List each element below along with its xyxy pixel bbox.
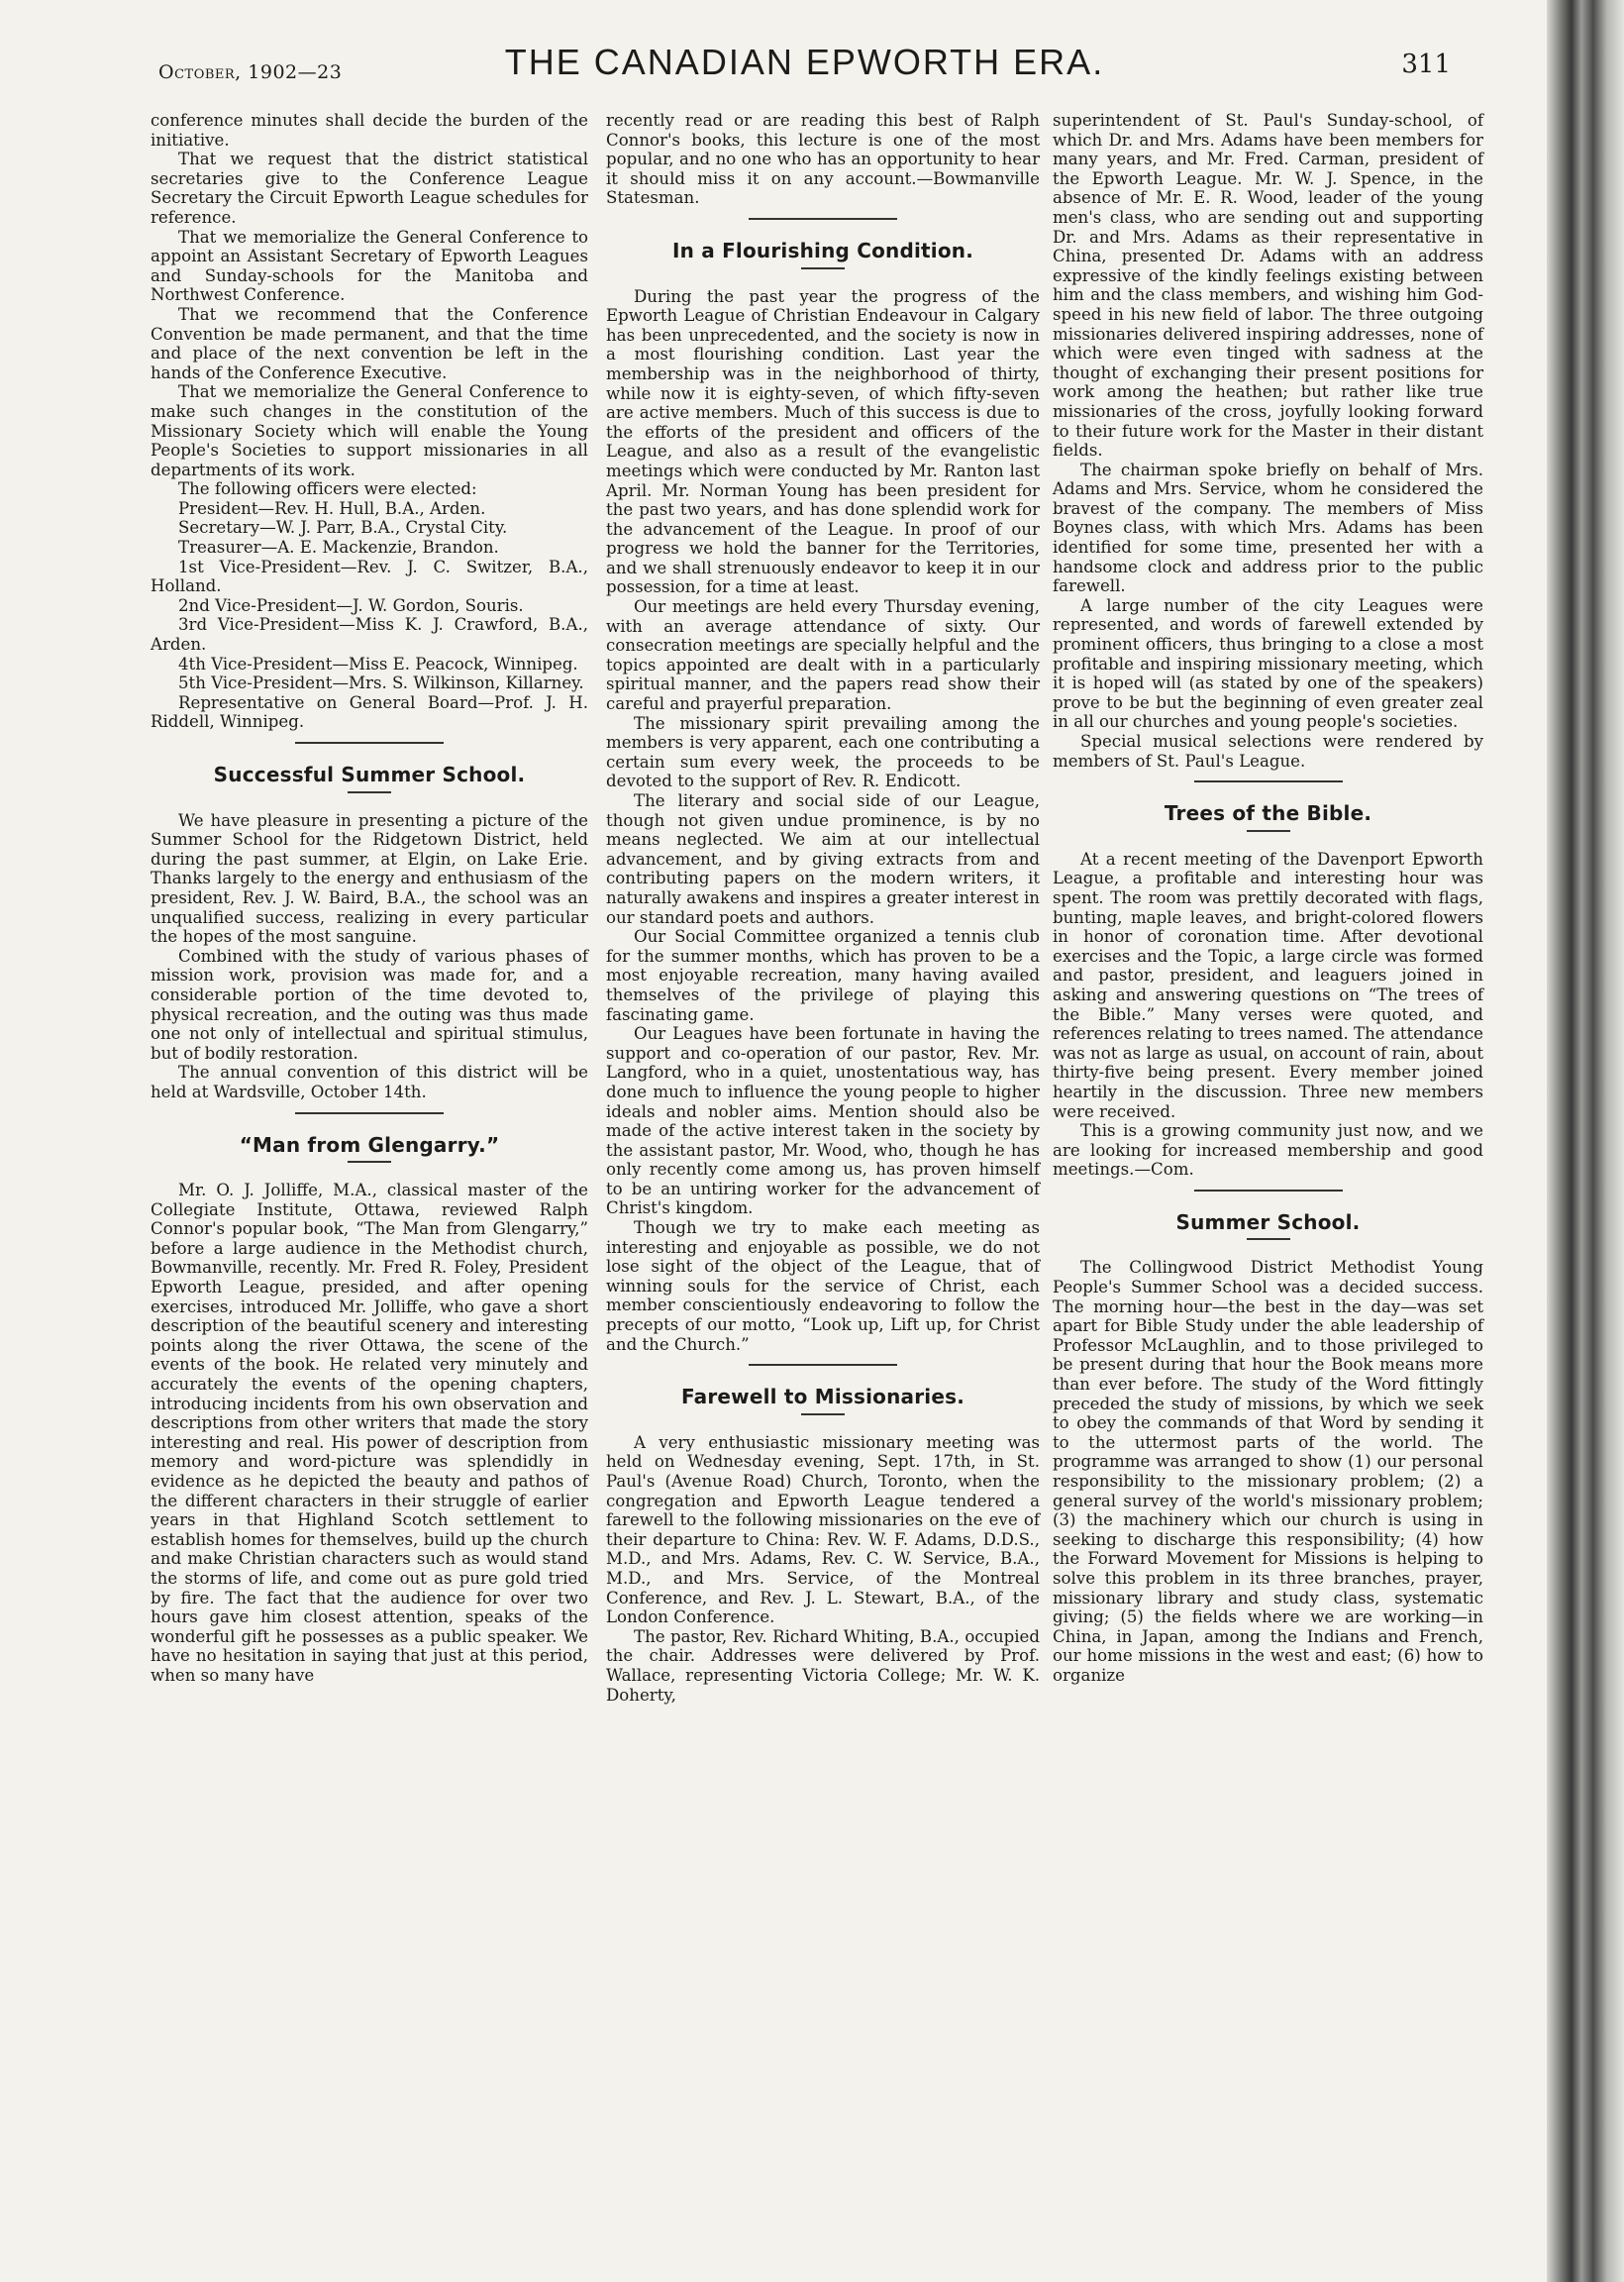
paragraph: During the past year the progress of the Epworth League of Christian Endeavour in Calgary has been unprecedented, and the society is now in a most flourishing condition. Last year the membership was in the neighborhood of thirty, while now it is eighty-seven, of which fifty-seven are active members. Much of this success is due to the efforts of the president and officers of the League, and also as a result of the evangelistic meetings which were conducted by Mr. Ranton last April. Mr. Norman Young has been president for the past two years, and has done splendid work for the advancement of the League. In proof of our progress we hold the banner for the Territories, and we shall strenuously endeavor to keep it in our possession, for a time at least. bbox=[606, 286, 1040, 597]
paragraph: A large number of the city Leagues were represented, and words of farewell extended by prominent officers, thus bringing to a close a most profitable and inspiring missionary meeting, which it is hoped will (as stated by one of the speakers) prove to be but the beginning of even greater zeal in all our churches and young people's societies. bbox=[1053, 595, 1483, 732]
officer-entry: 1st Vice-President—Rev. J. C. Switzer, B.A., Holland. bbox=[151, 557, 588, 596]
paragraph: At a recent meeting of the Davenport Epworth League, a profitable and interesting hour was spent. The room was prettily decorated with flags, bunting, maple leaves, and bright-colored flowers in honor of coronation time. After devotional exercises and the Topic, a large circle was formed and pastor, president, and leaguers joined in asking and answering questions on “The trees of the Bible.” Many verses were quoted, and references relating to trees named. The attendance was not as large as usual, on account of rain, about thirty-five being present. Every member joined heartily in the discussion. Three new members were received. bbox=[1053, 849, 1483, 1121]
book-binding-edge bbox=[1547, 0, 1624, 2282]
section-divider bbox=[749, 218, 897, 220]
section-divider bbox=[295, 742, 444, 744]
paragraph: conference minutes shall decide the burden of the initiative. bbox=[151, 111, 588, 150]
paragraph: The missionary spirit prevailing among the members is very apparent, each one contributing a certain sum every week, the proceeds to be devoted to the support of Rev. R. Endicott. bbox=[606, 713, 1040, 791]
issue-date: October, 1902—23 bbox=[158, 61, 343, 83]
paragraph: Special musical selections were rendered by members of St. Paul's League. bbox=[1053, 732, 1483, 771]
article-heading: In a Flourishing Condition. bbox=[671, 238, 974, 262]
article-heading: “Man from Glengarry.” bbox=[239, 1132, 500, 1157]
section-divider bbox=[1194, 780, 1343, 782]
heading-rule bbox=[348, 1161, 391, 1163]
paragraph: superintendent of St. Paul's Sunday-school, of which Dr. and Mrs. Adams have been members for many years, and Mr. Fred. Carman, president of the Epworth League. Mr. W. J. Spence, in the absence of Mr. E. R. Wood, leader of the young men's class, who are sending out and supporting Dr. and Mrs. Adams as their representative in China, presented Dr. Adams with an address expressive of the kindly feelings existing between him and the class members, and wishing him God-speed in his new field of labor. The three outgoing missionaries delivered inspiring addresses, none of which were even tinged with sadness at the thought of exchanging their present positions for work among the heathen; but rather like true missionaries of the cross, joyfully looking forward to their future work for the Master in their distant fields. bbox=[1053, 111, 1483, 461]
officer-entry: Representative on General Board—Prof. J. H. Riddell, Winnipeg. bbox=[151, 692, 588, 732]
heading-rule bbox=[1247, 1238, 1290, 1240]
article-heading: Trees of the Bible. bbox=[1164, 801, 1372, 826]
paragraph: That we request that the district statistical secretaries give to the Conference League Secretary the Circuit Epworth League schedules for reference. bbox=[151, 150, 588, 227]
column-2 bbox=[606, 111, 1040, 1705]
paragraph: That we memorialize the General Conference to appoint an Assistant Secretary of Epworth Leagues and Sunday-schools for the Manitoba and Northwest Conference. bbox=[151, 227, 588, 305]
paragraph: recently read or are reading this best of Ralph Connor's books, this lecture is one of the most popular, and no one who has an opportunity to hear it should miss it on any account.—Bowmanville Statesman. bbox=[606, 111, 1040, 208]
paragraph: A very enthusiastic missionary meeting was held on Wednesday evening, Sept. 17th, in St. Paul's (Avenue Road) Church, Toronto, when the congregation and Epworth League tendered a farewell to the following missionaries on the eve of their departure to China: Rev. W. F. Adams, D.D.S., M.D., and Mrs. Adams, Rev. C. W. Service, B.A., M.D., and Mrs. Service, of the Montreal Conference, and Rev. J. L. Stewart, B.A., of the London Conference. bbox=[606, 1432, 1040, 1627]
officer-entry: Secretary—W. J. Parr, B.A., Crystal City. bbox=[178, 518, 508, 538]
article-heading: Summer School. bbox=[1175, 1209, 1361, 1234]
paragraph: Combined with the study of various phases of mission work, provision was made for, and a considerable portion of the time devoted to, physical recreation, and the outing was thus made one not only of intellectual and spiritual stimulus, but of bodily restoration. bbox=[151, 946, 588, 1063]
heading-rule bbox=[348, 791, 391, 793]
paragraph: The literary and social side of our League, though not given undue prominence, is by no means neglected. We aim at our intellectual advancement, and by giving extracts from and contributing papers on the modern writers, it naturally awakens and inspires a greater interest in our standard poets and authors. bbox=[606, 791, 1040, 927]
officer-entry: 4th Vice-President—Miss E. Peacock, Winnipeg. bbox=[178, 654, 578, 674]
paragraph: The following officers were elected: bbox=[178, 479, 477, 499]
officer-entry: 5th Vice-President—Mrs. S. Wilkinson, Killarney. bbox=[178, 674, 584, 693]
officer-entry: Treasurer—A. E. Mackenzie, Brandon. bbox=[178, 538, 499, 558]
section-divider bbox=[749, 1364, 897, 1366]
article-heading: Farewell to Missionaries. bbox=[680, 1385, 965, 1409]
column-1 bbox=[151, 111, 588, 1686]
paragraph: Our Social Committee organized a tennis club for the summer months, which has proven to be a most enjoyable recreation, many having availed themselves of the privilege of playing this fascinating game. bbox=[606, 927, 1040, 1024]
paragraph: This is a growing community just now, and we are looking for increased membership and good meetings.—Com. bbox=[1053, 1121, 1483, 1180]
section-divider bbox=[295, 1112, 444, 1114]
page-number: 311 bbox=[1401, 50, 1451, 79]
heading-rule bbox=[1247, 830, 1290, 832]
paragraph: The chairman spoke briefly on behalf of Mrs. Adams and Mrs. Service, whom he considered the bravest of the company. The members of Miss Boynes class, with which Mrs. Adams has been identified for some time, presented her with a handsome clock and address prior to the public farewell. bbox=[1053, 460, 1483, 596]
paragraph: The pastor, Rev. Richard Whiting, B.A., occupied the chair. Addresses were delivered by Prof. Wallace, representing Victoria College; Mr. W. K. Doherty, bbox=[606, 1626, 1040, 1705]
section-divider bbox=[1194, 1190, 1343, 1192]
heading-rule bbox=[801, 267, 845, 269]
column-3 bbox=[1053, 111, 1483, 1686]
heading-rule bbox=[801, 1413, 845, 1415]
paragraph: The Collingwood District Methodist Young People's Summer School was a decided success. The morning hour—the best in the day—was set apart for Bible Study under the able leadership of Professor McLaughlin, and to those privileged to be present during that hour the Book means more than ever before. The study of the Word fittingly preceded the study of missions, by which we seek to obey the commands of that Word by sending it to the uttermost parts of the world. The programme was arranged to show (1) our personal responsibility to the missionary problem; (2) a general survey of the world's missionary problem; (3) the machinery which our church is using in seeking to discharge this responsibility; (4) how the Forward Movement for Missions is helping to solve this problem in its three branches, prayer, missionary library and study class, systematic giving; (5) the fields where we are working—in China, in Japan, among the Indians and French, our home missions in the west and east; (6) how to organize bbox=[1053, 1258, 1483, 1685]
paragraph: Our Leagues have been fortunate in having the support and co-operation of our pastor, Rev. Mr. Langford, who in a quiet, unostentatious way, has done much to influence the young people to higher ideals and nobler aims. Mention should also be made of the active interest taken in the society by the assistant pastor, Mr. Wood, who, though he has only recently come among us, has proven himself to be an untiring worker for the advancement of Christ's kingdom. bbox=[606, 1024, 1040, 1218]
publication-title: THE CANADIAN EPWORTH ERA. bbox=[504, 42, 1105, 82]
paragraph: We have pleasure in presenting a picture of the Summer School for the Ridgetown District, held during the past summer, at Elgin, on Lake Erie. Thanks largely to the energy and enthusiasm of the president, Rev. J. W. Baird, B.A., the school was an unqualified success, realizing in every particular the hopes of the most sanguine. bbox=[151, 810, 588, 947]
paragraph: The annual convention of this district will be held at Wardsville, October 14th. bbox=[151, 1063, 588, 1101]
paragraph: Though we try to make each meeting as interesting and enjoyable as possible, we do not lose sight of the object of the League, that of winning souls for the service of Christ, each member conscientiously endeavoring to follow the precepts of our motto, “Look up, Lift up, for Christ and the Church.” bbox=[606, 1218, 1040, 1354]
officer-entry: 3rd Vice-President—Miss K. J. Crawford, B.A., Arden. bbox=[151, 615, 588, 655]
paragraph: Mr. O. J. Jolliffe, M.A., classical master of the Collegiate Institute, Ottawa, reviewed Ralph Connor's popular book, “The Man from Glengarry,” before a large audience in the Methodist church, Bowmanville, recently. Mr. Fred R. Foley, President Epworth League, presided, and after opening exercises, introduced Mr. Jolliffe, who gave a short description of the beautiful scenery and interesting points along the river Ottawa, the scene of the events of the book. He related very minutely and accurately the events of the opening chapters, introducing incidents from his own observation and descriptions from other writers that made the story interesting and real. His power of description from memory and word-picture was splendidly in evidence as he depicted the beauty and pathos of the different characters in their struggle of earlier years in that Highland Scotch settlement to establish homes for themselves, build up the church and make Christian characters such as would stand the storms of life, and come out as pure gold tried by fire. The fact that the audience for over two hours gave him closest attention, speaks of the wonderful gift he possesses as a public speaker. We have no hesitation in saying that just at this period, when so many have bbox=[151, 1181, 588, 1685]
page-header bbox=[158, 42, 1451, 91]
officer-entry: President—Rev. H. Hull, B.A., Arden. bbox=[178, 498, 486, 518]
paragraph: Our meetings are held every Thursday evening, with an average attendance of sixty. Our consecration meetings are specially helpful and the topics appointed are dealt with in a particularly spiritual manner, and the papers read show their careful and prayerful preparation. bbox=[606, 597, 1040, 714]
paragraph: That we memorialize the General Conference to make such changes in the constitution of the Missionary Society which will enable the Young People's Societies to support missionaries in all departments of its work. bbox=[151, 382, 588, 479]
article-heading: Successful Summer School. bbox=[213, 763, 526, 786]
paragraph: That we recommend that the Conference Convention be made permanent, and that the time and place of the next convention be left in the hands of the Conference Executive. bbox=[151, 304, 588, 382]
officer-entry: 2nd Vice-President—J. W. Gordon, Souris. bbox=[178, 595, 524, 615]
